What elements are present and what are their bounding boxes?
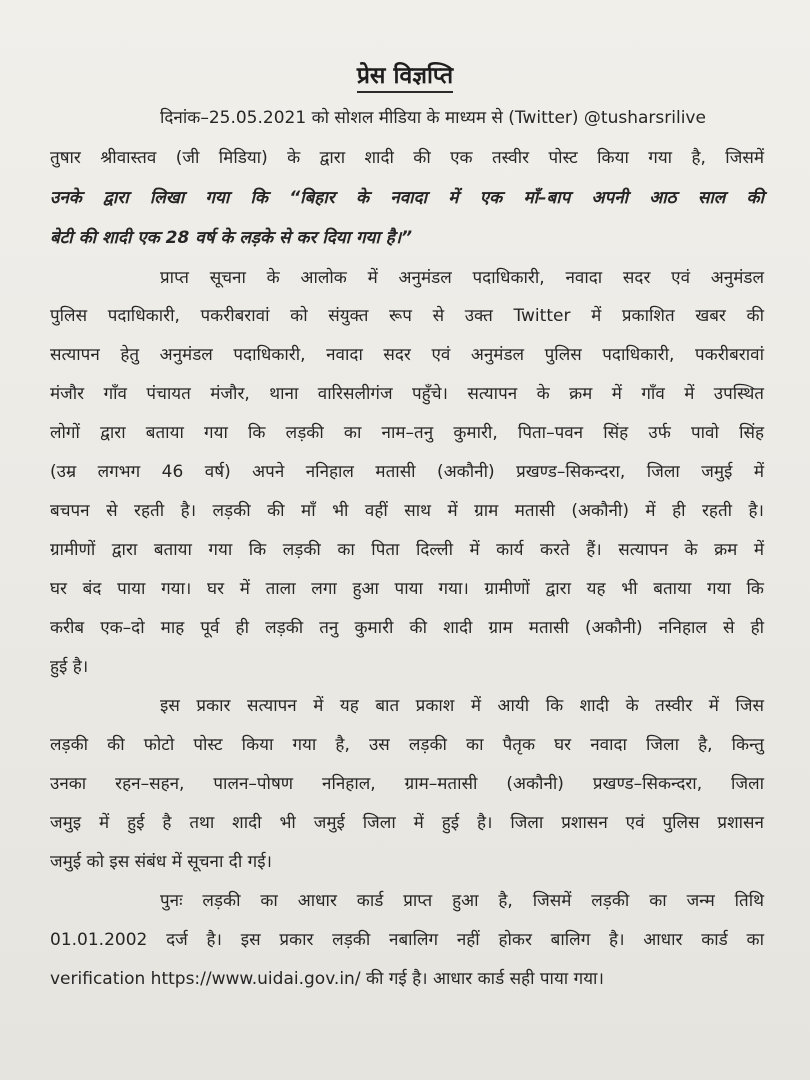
paragraph-2-line-7: बचपन से रहती है। लड़की की माँ भी वहीं साथ में ग्राम मतासी (अकौनी) में ही रहती है। [50, 501, 764, 521]
paragraph-3-line-2: लड़की की फोटो पोस्ट किया गया है, उस लड़की का पैतृक घर नवादा जिला है, किन्तु [50, 735, 764, 755]
paragraph-4-line-1: पुनः लड़की का आधार कार्ड प्राप्त हुआ है, जिसमें लड़की का जन्म तिथि [160, 891, 764, 911]
paragraph-3-line-5: जमुई को इस संबंध में सूचना दी गई। [50, 852, 272, 872]
paragraph-1-line-1: दिनांक–25.05.2021 को सोशल मीडिया के माध्यम से (Twitter) @tusharsrilive [160, 108, 706, 128]
paragraph-2-line-8: ग्रामीणों द्वारा बताया गया कि लड़की का पिता दिल्ली में कार्य करते हैं। सत्यापन के क्रम में [50, 540, 764, 560]
paragraph-2-line-5: लोगों द्वारा बताया गया कि लड़की का नाम–तनु कुमारी, पिता–पवन सिंह उर्फ पावो सिंह [50, 423, 764, 443]
paragraph-2-line-11: हुई है। [50, 657, 89, 677]
page-title: प्रेस विज्ञप्ति [0, 58, 810, 90]
paragraph-4-line-2: 01.01.2002 दर्ज है। इस प्रकार लड़की नबालिग नहीं होकर बालिग है। आधार कार्ड का [50, 930, 764, 950]
paragraph-3-line-4: जमुइ में हुई है तथा शादी भी जमुई जिला में हुई है। जिला प्रशासन एवं पुलिस प्रशासन [50, 813, 764, 833]
paragraph-2-line-10: करीब एक–दो माह पूर्व ही लड़की तनु कुमारी की शादी ग्राम मतासी (अकौनी) ननिहाल से ही [50, 618, 764, 638]
paragraph-2-line-1: प्राप्त सूचना के आलोक में अनुमंडल पदाधिकारी, नवादा सदर एवं अनुमंडल [160, 268, 764, 288]
paragraph-3-line-1: इस प्रकार सत्यापन में यह बात प्रकाश में आयी कि शादी के तस्वीर में जिस [160, 696, 764, 716]
paragraph-3-line-3: उनका रहन–सहन, पालन–पोषण ननिहाल, ग्राम–मतासी (अकौनी) प्रखण्ड–सिकन्दरा, जिला [50, 774, 764, 794]
paragraph-2-line-2: पुलिस पदाधिकारी, पकरीबरावां को संयुक्त रूप से उक्त Twitter में प्रकाशित खबर की [50, 306, 764, 326]
paragraph-2-line-4: मंजौर गाँव पंचायत मंजौर, थाना वारिसलीगंज पहुँचे। सत्यापन के क्रम में गाँव में उपस्थित [50, 384, 764, 404]
paragraph-2-line-6: (उम्र लगभग 46 वर्ष) अपने ननिहाल मतासी (अकौनी) प्रखण्ड–सिकन्दरा, जिला जमुई में [50, 462, 764, 482]
paragraph-4-line-3: verification https://www.uidai.gov.in/ की गई है। आधार कार्ड सही पाया गया। [50, 969, 604, 989]
paragraph-2-line-9: घर बंद पाया गया। घर में ताला लगा हुआ पाया गया। ग्रामीणों द्वारा यह भी बताया गया कि [50, 579, 764, 599]
paragraph-2-line-3: सत्यापन हेतु अनुमंडल पदाधिकारी, नवादा सदर एवं अनुमंडल पुलिस पदाधिकारी, पकरीबरावां [50, 345, 764, 365]
paragraph-1-line-3: उनके द्वारा लिखा गया कि “बिहार के नवादा में एक माँ–बाप अपनी आठ साल की [50, 188, 764, 208]
paragraph-1-line-4: बेटी की शादी एक 28 वर्ष के लड़के से कर दिया गया है।” [50, 228, 413, 248]
paragraph-1-line-2: तुषार श्रीवास्तव (जी मिडिया) के द्वारा शादी की एक तस्वीर पोस्ट किया गया है, जिसमें [50, 148, 764, 168]
